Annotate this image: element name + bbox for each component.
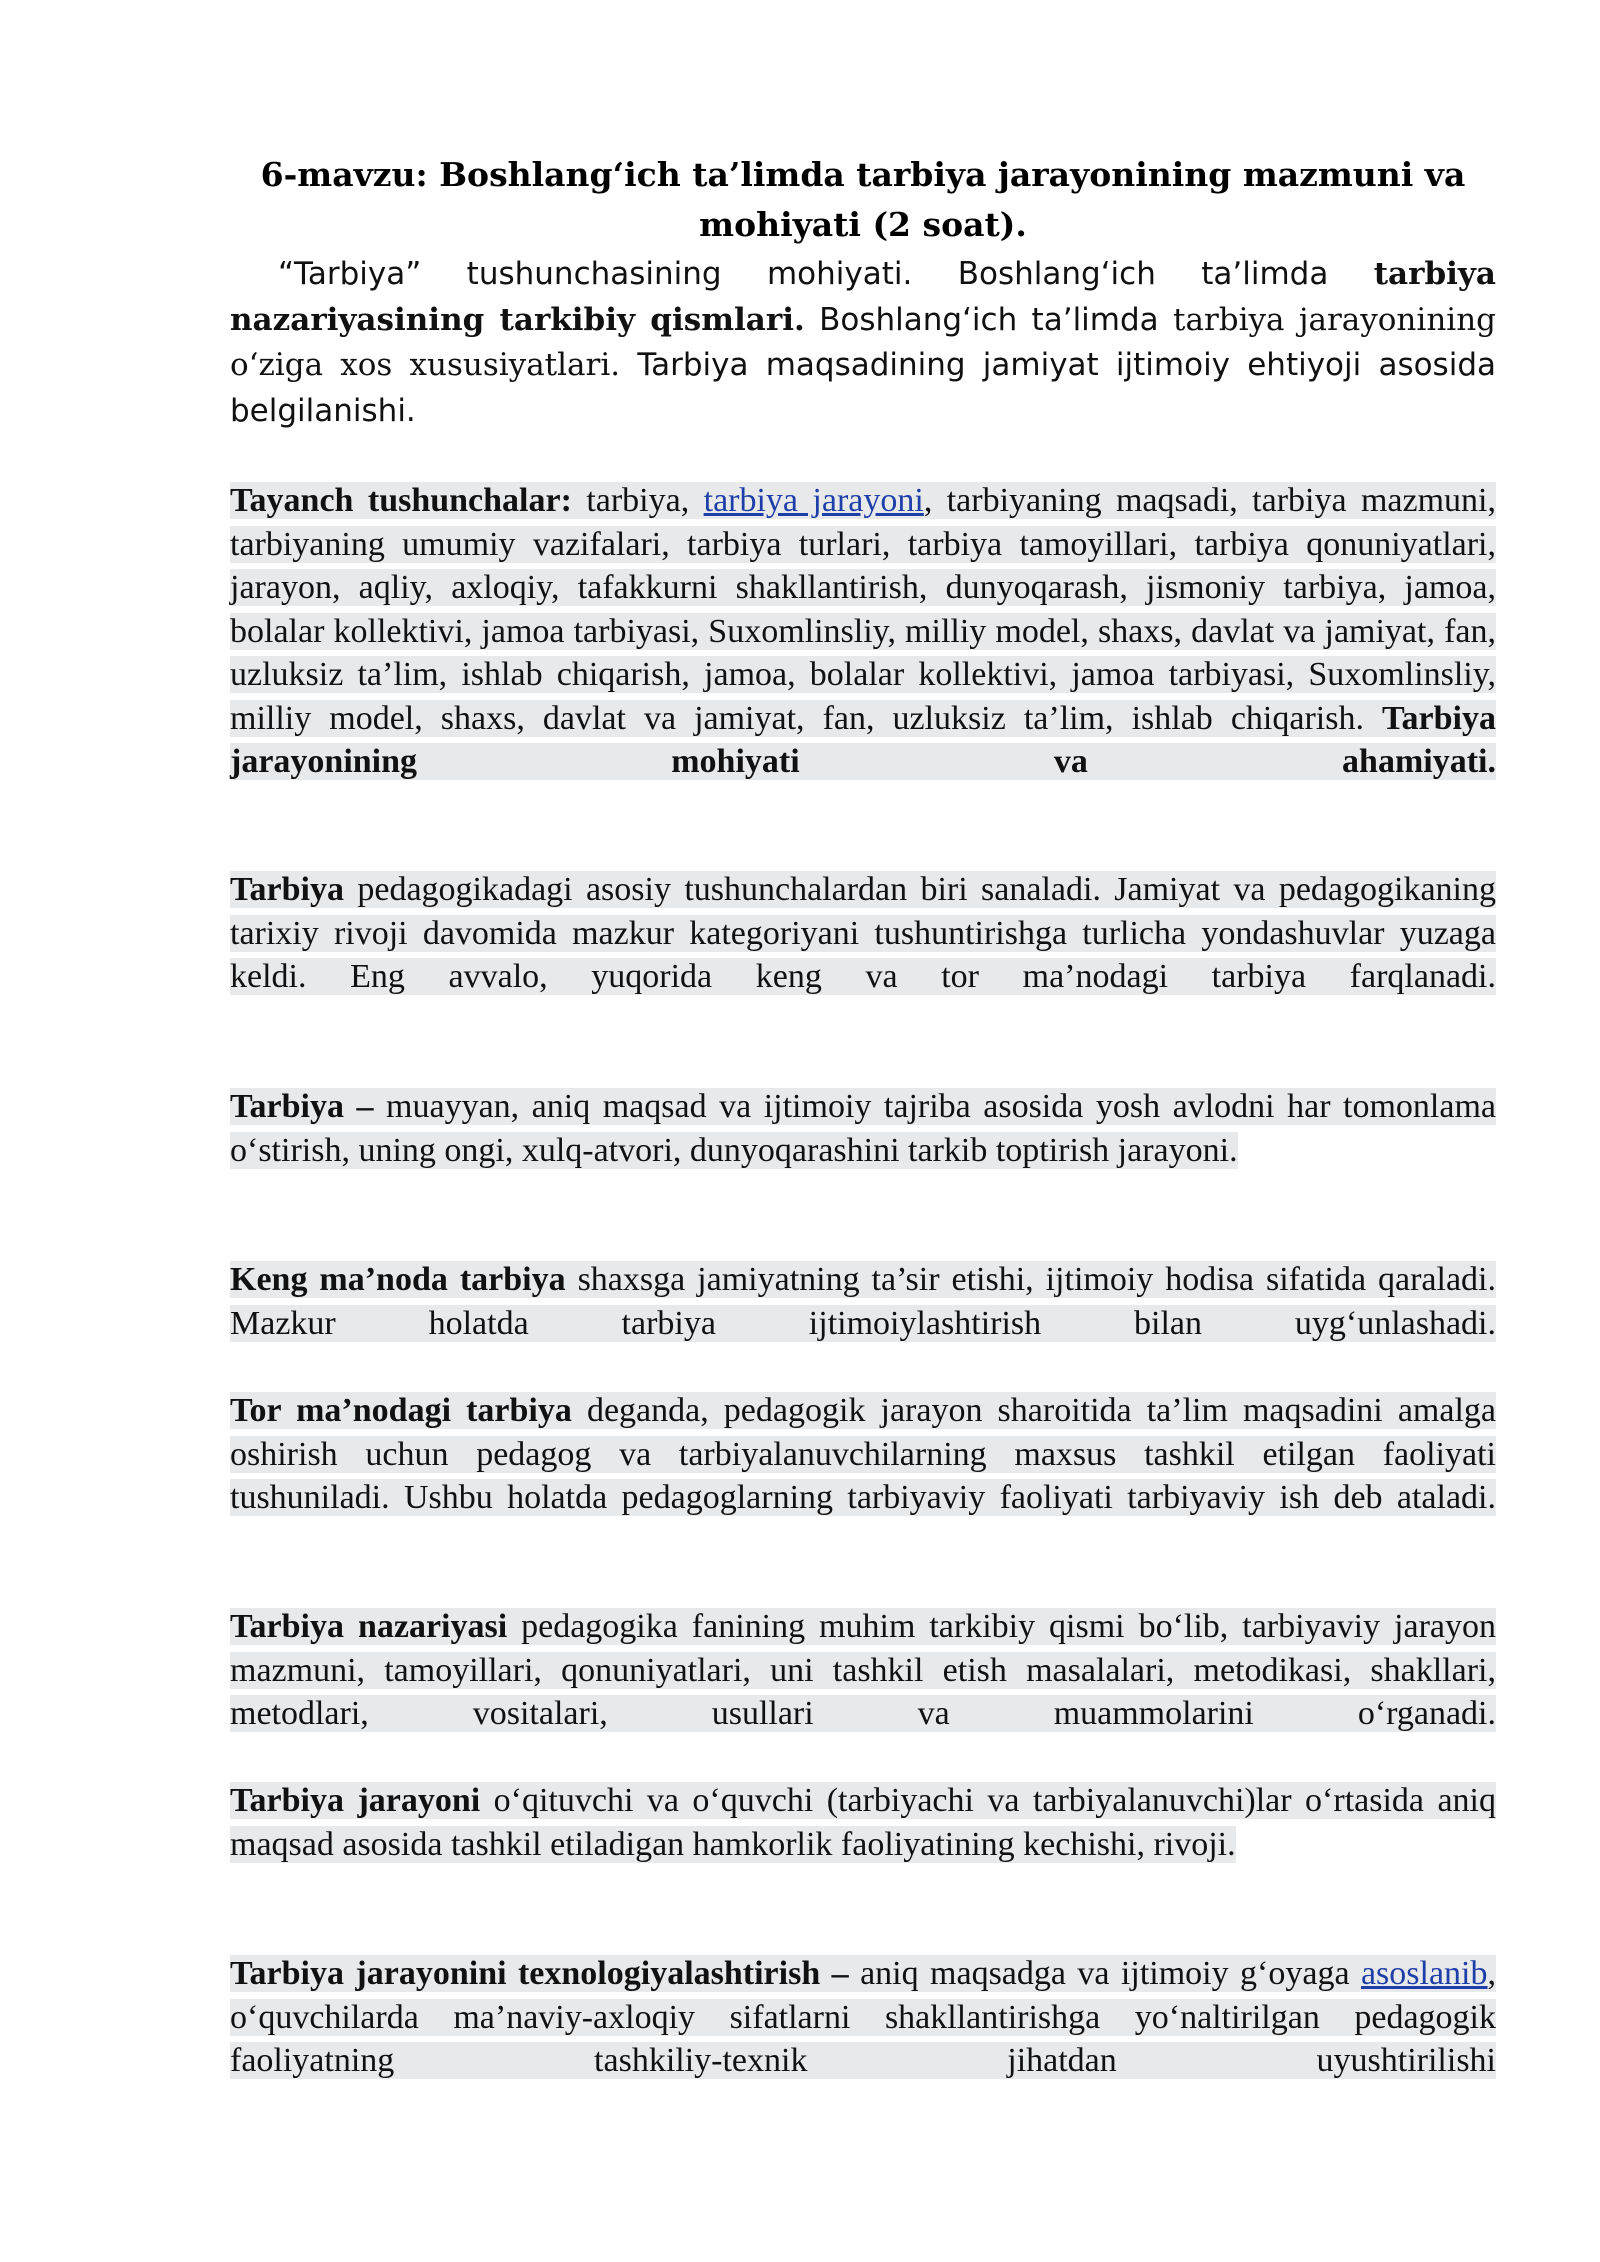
page-title [230,150,1496,250]
definition-paragraph-2 [230,1085,1496,1172]
intro-text-3: tarbiya jarayonining o‘ziga xos xususiyatlari. [230,301,1497,383]
definition-text-1: pedagogikadagi asosiy tushunchalardan biri sanaladi. Jamiyat va pedagogikaning tarixiy rivoji davomida mazkur kategoriyani tushuntirishga turlicha yondashuvlar yuzaga keldi. Eng avvalo, yuqorida keng va tor ma’nodagi tarbiya farqlanadi. [230,871,1496,995]
intro-text-4: Tarbiya maqsadining jamiyat ijtimoiy ehtiyoji asosida belgilanishi. [230,347,1496,429]
definition-term-7: Tarbiya jarayonini texnologiyalashtirish – [230,1955,849,1992]
definition-paragraph-7 [230,1952,1496,2083]
definition-text-3: shaxsga jamiyatning ta’sir etishi, ijtimoiy hodisa sifatida qaraladi. Mazkur holatda tarbiya ijtimoiylashtirish bilan uyg‘unlashadi. [230,1261,1496,1342]
definition-pre-link-7: aniq maqsadga va ijtimoiy g‘oyaga [848,1955,1361,1992]
definition-term-5: Tarbiya nazariyasi [230,1608,508,1645]
intro-text-1: “Tarbiya” tushunchasining mohiyati. Boshlang‘ich ta’limda [278,256,1374,292]
key-concepts-pre-link: tarbiya, [571,482,704,519]
definition-term-6: Tarbiya jarayoni [230,1782,481,1819]
definition-term-2: Tarbiya – [230,1088,374,1125]
definition-paragraph-4 [230,1389,1496,1520]
title-line-1: 6-mavzu: Boshlang‘ich ta’limda tarbiya jarayonining mazmuni va [260,155,1466,194]
title-line-2: mohiyati (2 soat). [699,205,1027,244]
key-concepts-text: , tarbiyaning maqsadi, tarbiya mazmuni, tarbiyaning umumiy vazifalari, tarbiya turlari, tarbiya tamoyillari, tarbiya qonuniyatlari, jarayon, aqliy, axloqiy, tafakkurni shakllantirish, dunyoqarash, jismoniy tarbiya, jamoa, bolalar kollektivi, jamoa tarbiyasi, Suxomlinsliy, milliy model, shaxs, davlat va jamiyat, fan, uzluksiz ta’lim, ishlab chiqarish, jamoa, bolalar kollektivi, jamoa tarbiyasi, Suxomlinsliy, milliy model, shaxs, davlat va jamiyat, fan, uzluksiz ta’lim, ishlab chiqarish. [230,482,1496,737]
intro-bold-text: tarbiya nazariyasining tarkibiy qismlari. [230,256,1496,338]
definition-text-5: pedagogika fanining muhim tarkibiy qismi bo‘lib, tarbiyaviy jarayon mazmuni, tamoyillari, qonuniyatlari, uni tashkil etish masalalari, metodikasi, shakllari, metodlari, vositalari, usullari va muammolarini o‘rganadi. [230,1608,1496,1732]
definition-paragraph-3 [230,1258,1496,1345]
definition-term-3: Keng ma’noda tarbiya [230,1261,566,1298]
key-concepts-paragraph [230,479,1496,784]
definition-term-4: Tor ma’nodagi tarbiya [230,1392,572,1429]
section-heading: Tarbiya jarayonining mohiyati va ahamiyati. [230,699,1496,780]
tarbiya-jarayoni-link[interactable]: tarbiya jarayoni [703,482,924,519]
intro-text-2: Boshlang‘ich ta’limda [804,301,1174,338]
definition-text-7: , o‘quvchilarda ma’naviy-axloqiy sifatlarni shakllantirishga yo‘naltirilgan pedagogik faoliyatning tashkiliy-texnik jihatdan uyushtirilishi [230,1955,1497,2079]
definition-paragraph-5 [230,1605,1496,1736]
definition-paragraph-1 [230,868,1496,999]
asoslanib-link[interactable]: asoslanib [1360,1955,1488,1992]
definition-text-2: muayyan, aniq maqsad va ijtimoiy tajriba asosida yosh avlodni har tomonlama o‘stirish, uning ongi, xulq-atvori, dunyoqarashini tarkib toptirish jarayoni. [230,1088,1496,1169]
definition-term-1: Tarbiya [230,871,345,908]
definition-text-4: deganda, pedagogik jarayon sharoitida ta’lim maqsadini amalga oshirish uchun pedagog va tarbiyalanuvchilarning maxsus tashkil etilgan faoliyati tushuniladi. Ushbu holatda pedagoglarning tarbiyaviy faoliyati tarbiyaviy ish deb ataladi. [230,1392,1496,1516]
definition-text-6: o‘qituvchi va o‘quvchi (tarbiyachi va tarbiyalanuvchi)lar o‘rtasida aniq maqsad asosida tashkil etiladigan hamkorlik faoliyatining kechishi, rivoji. [230,1782,1496,1863]
intro-paragraph [230,252,1496,434]
definition-paragraph-6 [230,1779,1496,1866]
key-concepts-term: Tayanch tushunchalar: [230,482,572,519]
